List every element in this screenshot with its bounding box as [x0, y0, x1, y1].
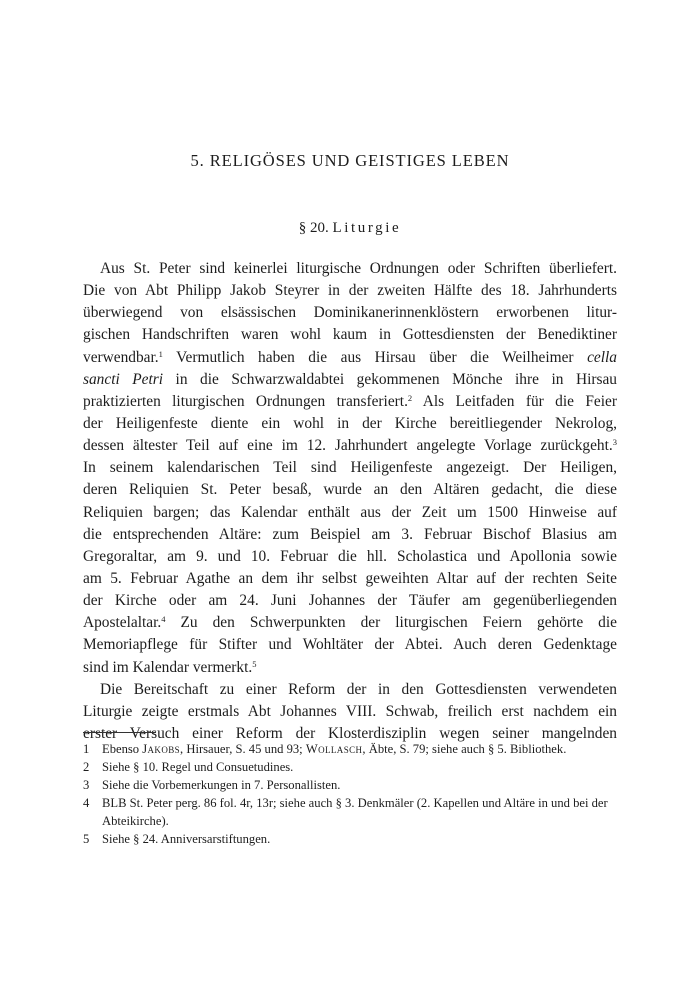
footnote-number: 3 [83, 778, 90, 793]
text-line: Liturgie zeigte erstmals Abt Johannes VIII. Schwab, freilich erst nachdem ein [83, 702, 617, 720]
section-title: Liturgie [332, 220, 402, 236]
text-line: Memoriapflege für Stifter und Wohltäter der Abtei. Auch deren Gedenktage [83, 636, 617, 654]
text-line: Aus St. Peter sind keinerlei liturgische Ordnungen oder Schriften überliefert. [100, 260, 617, 277]
text-line: Die Bereitschaft zu einer Reform der in den Gottesdiensten verwendeten [100, 680, 617, 698]
text-line [83, 369, 617, 391]
text-line: überwiegend von elsässischen Dominikanerinnenklöstern erworbenen litur- [83, 304, 617, 322]
text-line: am 5. Februar Agathe an dem ihr selbst geweihten Altar auf der rechten Seite [83, 569, 617, 587]
footnote-text [102, 740, 617, 758]
footnote-rule [83, 732, 156, 733]
text-run: Siehe die Vorbemerkungen in 7. Personallisten. [102, 778, 341, 793]
text-line: Die von Abt Philipp Jakob Steyrer in der zweiten Hälfte des 18. Jahrhunderts [83, 282, 617, 300]
text-line: die entsprechenden Altäre: zum Beispiel am 3. Februar Bischof Blasius am [83, 525, 617, 543]
footnote-ref: 1 [158, 348, 163, 359]
footnote [83, 830, 617, 848]
footnote-ref: 4 [161, 614, 166, 625]
chapter-title: 5. RELIGÖSES UND GEISTIGES LEBEN [190, 151, 510, 170]
section-number: § 20. [298, 220, 329, 236]
author-name: Jakobs [142, 742, 181, 756]
text-line: erster Versuch einer Reform der Klosterdisziplin wegen seiner mangelnden [83, 724, 617, 742]
text-run: Siehe § 24. Anniversarstiftungen. [102, 832, 271, 847]
footnote-number: 2 [83, 760, 90, 775]
text-line [83, 391, 617, 413]
italic-text: sancti Petri [83, 370, 164, 388]
footnote [83, 758, 617, 776]
text-line [83, 657, 617, 679]
footnote-ref: 5 [252, 658, 257, 669]
footnote-number: 1 [83, 742, 90, 756]
footnote-text [102, 794, 617, 830]
text-run: Siehe § 10. Regel und Consuetudines. [102, 760, 294, 775]
text-run: , Äbte, S. 79; siehe auch § 5. Bibliothek. [362, 742, 567, 756]
text-run: Ebenso [102, 742, 143, 756]
footnote [83, 776, 617, 794]
text-run: BLB St. Peter perg. 86 fol. 4r, 13r; siehe auch § 3. Denkmäler (2. Kapellen und Altäre in und bei der Abteikirche). [102, 796, 608, 829]
text-line: Gregoraltar, am 9. und 10. Februar die hll. Scholastica und Apollonia sowie [83, 547, 617, 565]
footnote-ref: 2 [407, 392, 413, 403]
body-text [83, 258, 617, 745]
footnote-text [102, 776, 617, 794]
text-run: Zu den Schwerpunkten der liturgischen Feiern gehörte die [165, 614, 617, 632]
author-name: Wollasch [305, 742, 363, 756]
text-run: verwendbar. [83, 348, 159, 366]
footnote-number: 5 [83, 832, 90, 847]
italic-text: cella [587, 348, 617, 366]
footnote-number: 4 [83, 796, 90, 811]
text-line: Reliquien bargen; das Kalendar enthält aus der Zeit um 1500 Hinweise auf [83, 503, 617, 521]
footnote-text [102, 830, 617, 848]
footnote [83, 794, 617, 830]
text-run: sind im Kalendar vermerkt. [83, 658, 253, 676]
text-run: Als Leitfaden für die Feier [412, 392, 617, 410]
text-run: , Hirsauer, S. 45 und 93; [180, 742, 306, 756]
footnotes [83, 740, 617, 849]
text-line: gischen Handschriften waren wohl kaum in Gottesdiensten der Benediktiner [83, 326, 617, 344]
text-line: der Heiligenfeste diente ein wohl in der Kirche bereitliegender Nekrolog, [83, 414, 617, 432]
footnote-ref: 3 [612, 437, 617, 448]
text-run: in die Schwarzwaldabtei gekommenen Mönche ihre in Hirsau [163, 370, 617, 388]
text-line: In seinem kalendarischen Teil sind Heiligenfeste angezeigt. Der Heiligen, [83, 459, 617, 477]
section-heading [0, 220, 700, 237]
text-run: Apostelaltar. [83, 614, 162, 632]
text-line [83, 435, 617, 457]
text-line [83, 612, 617, 634]
text-run: dessen ältester Teil auf eine im 12. Jahrhundert angelegte Vorlage zurückgeht. [83, 437, 613, 455]
text-line: der Kirche oder am 24. Juni Johannes der Täufer am gegenüberliegenden [83, 592, 617, 610]
text-run: praktizierten liturgischen Ordnungen transferiert. [83, 392, 408, 410]
text-line: deren Reliquien St. Peter besaß, wurde an den Altären gedacht, die diese [83, 481, 617, 499]
footnote-text [102, 758, 617, 776]
text-line [83, 347, 617, 369]
text-run: Vermutlich haben die aus Hirsau über die Weilheimer [162, 348, 588, 366]
footnote [83, 740, 617, 758]
